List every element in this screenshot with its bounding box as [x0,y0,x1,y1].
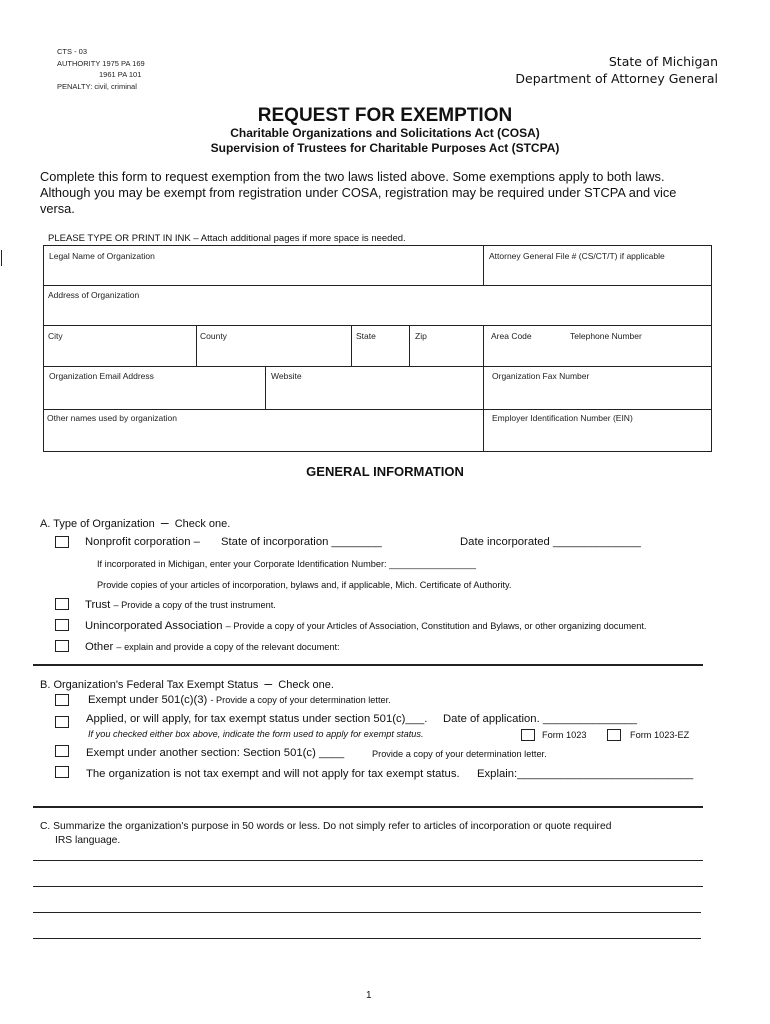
mi-corporate-id: If incorporated in Michigan, enter your Corporate Identification Number: _________________ [97,559,476,569]
trust-checkbox[interactable] [55,598,69,610]
ag-file-field[interactable]: Attorney General File # (CS/CT/T) if applicable [489,251,665,261]
copies-note: Provide copies of your articles of incorporation, bylaws and, if applicable, Mich. Certificate of Authority. [97,580,512,590]
purpose-line[interactable] [33,912,701,913]
section-a-heading: A. Type of Organization – Check one. [40,514,231,530]
penalty: PENALTY: civil, criminal [57,82,137,91]
form-1023-checkbox[interactable] [521,729,535,741]
email-field[interactable]: Organization Email Address [49,371,154,381]
purpose-line[interactable] [33,886,703,887]
exempt-501c3-label: Exempt under 501(c)(3) - Provide a copy of your determination letter. [88,694,391,706]
page-number: 1 [366,990,372,1001]
county-field[interactable]: County [200,331,227,341]
not-exempt-checkbox[interactable] [55,766,69,778]
other-names-field[interactable]: Other names used by organization [47,413,177,423]
exempt-501c3-checkbox[interactable] [55,694,69,706]
date-incorporated: Date incorporated ______________ [460,536,641,548]
city-field[interactable]: City [48,331,63,341]
applied-label: Applied, or will apply, for tax exempt status under section 501(c)___. [86,713,428,725]
section-divider [33,664,703,666]
trust-label: Trust – Provide a copy of the trust instrument. [85,599,276,611]
instructions: PLEASE TYPE OR PRINT IN INK – Attach additional pages if more space is needed. [48,233,406,244]
another-section-note: Provide a copy of your determination letter. [372,749,547,759]
fax-field[interactable]: Organization Fax Number [492,371,590,381]
section-c-line1: C. Summarize the organization's purpose in 50 words or less. Do not simply refer to articles of incorporation or quote required [40,821,612,832]
authority-2: 1961 PA 101 [99,70,142,79]
nonprofit-checkbox[interactable] [55,536,69,548]
zip-field[interactable]: Zip [415,331,427,341]
intro-text: Complete this form to request exemption from the two laws listed above. Some exemptions apply to both laws. Although you may be exempt from registration under COSA, registration may be required under STCPA and vice versa. [40,169,677,216]
another-section-label: Exempt under another section: Section 501(c) ____ [86,747,345,759]
applied-checkbox[interactable] [55,716,69,728]
other-checkbox[interactable] [55,640,69,652]
purpose-line[interactable] [33,860,703,861]
form-id: CTS - 03 [57,47,88,56]
telephone-field[interactable]: Telephone Number [570,331,642,341]
section-divider [33,806,703,808]
if-checked-note: If you checked either box above, indicate the form used to apply for exempt status. [88,729,424,739]
general-info-heading: GENERAL INFORMATION [306,464,464,479]
unincorporated-label: Unincorporated Association – Provide a copy of your Articles of Association, Constitution and Bylaws, or other organizing document. [85,620,647,632]
state-name: State of Michigan [608,54,718,69]
subtitle-cosa: Charitable Organizations and Solicitations Act (COSA) [230,126,540,140]
ein-field[interactable]: Employer Identification Number (EIN) [492,413,633,423]
state-field[interactable]: State [356,331,376,341]
website-field[interactable]: Website [271,371,302,381]
subtitle-stcpa: Supervision of Trustees for Charitable Purposes Act (STCPA) [210,141,560,155]
explain-field[interactable]: Explain:____________________________ [477,768,694,780]
unincorporated-checkbox[interactable] [55,619,69,631]
form-1023ez-checkbox[interactable] [607,729,621,741]
authority-1: AUTHORITY 1975 PA 169 [57,59,145,68]
form-1023ez-label: Form 1023-EZ [630,730,690,740]
form-title: REQUEST FOR EXEMPTION [257,105,513,126]
legal-name-field[interactable]: Legal Name of Organization [49,251,155,261]
another-section-checkbox[interactable] [55,745,69,757]
area-code-field[interactable]: Area Code [491,331,532,341]
not-exempt-label: The organization is not tax exempt and will not apply for tax exempt status. [86,768,460,780]
purpose-line[interactable] [33,938,701,939]
margin-mark [1,250,2,266]
date-of-application: Date of application. _______________ [443,713,638,725]
other-label: Other – explain and provide a copy of the relevant document: [85,641,340,653]
form-1023-label: Form 1023 [542,730,587,740]
nonprofit-label: Nonprofit corporation – [85,536,200,548]
department-name: Department of Attorney General [515,71,718,86]
state-of-incorporation: State of incorporation ________ [221,536,382,548]
section-b-heading: B. Organization's Federal Tax Exempt Status – Check one. [40,675,334,691]
section-c-line2: IRS language. [55,835,121,846]
address-field[interactable]: Address of Organization [48,290,140,300]
